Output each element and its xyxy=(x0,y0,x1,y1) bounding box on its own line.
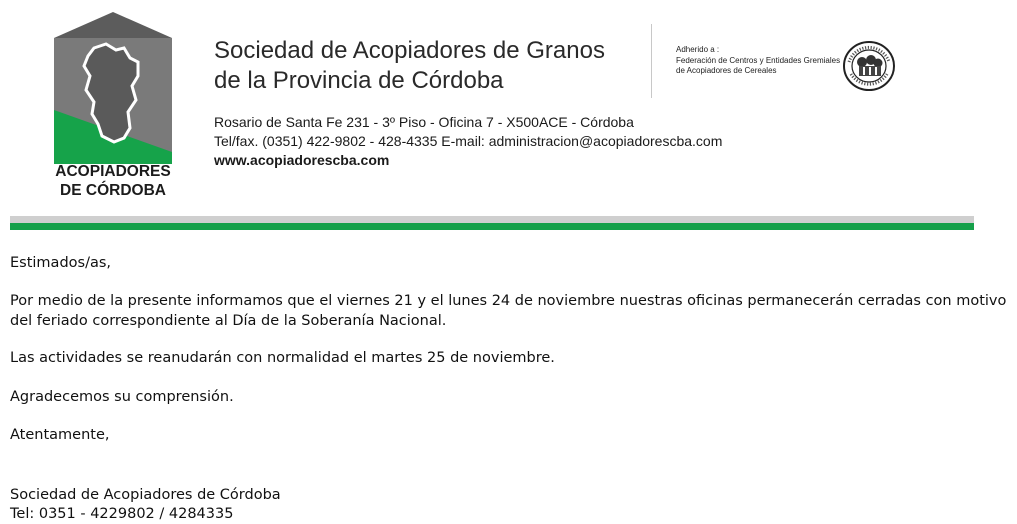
org-name-line1: Sociedad de Acopiadores de Granos xyxy=(214,37,605,64)
contact-line: Tel/fax. (0351) 422-9802 - 428-4335 E-mail: administracion@acopiadorescba.com xyxy=(214,133,723,149)
logo-text-line1: ACOPIADORES xyxy=(55,163,171,180)
affiliation-text xyxy=(676,45,840,77)
affiliation-label: Adherido a : xyxy=(676,45,720,54)
website-link[interactable]: www.acopiadorescba.com xyxy=(214,152,390,168)
federation-seal-icon xyxy=(842,40,896,92)
affiliation-line1: Federación de Centros y Entidades Gremiales xyxy=(676,55,841,65)
contact-block xyxy=(214,113,722,170)
closing: Atentamente, xyxy=(10,427,110,443)
logo-text xyxy=(54,162,172,200)
organization-name xyxy=(214,36,605,96)
resume-paragraph: Las actividades se reanudarán con normalidad el martes 25 de noviembre. xyxy=(10,350,555,366)
announcement-paragraph: Por medio de la presente informamos que el viernes 21 y el lunes 24 de noviembre nuestras oficinas permanecerán cerradas con motivo del feriado correspondiente al Día de la Soberanía Nacional. xyxy=(10,293,1007,329)
thanks-paragraph: Agradecemos su comprensión. xyxy=(10,389,234,405)
letterhead xyxy=(0,0,1017,232)
address-line: Rosario de Santa Fe 231 - 3º Piso - Oficina 7 - X500ACE - Córdoba xyxy=(214,114,634,130)
logo-text-line2: DE CÓRDOBA xyxy=(60,182,166,199)
signature-name: Sociedad de Acopiadores de Córdoba xyxy=(10,487,281,503)
affiliation-line2: de Acopiadores de Cereales xyxy=(676,66,777,75)
header-gray-bar xyxy=(10,216,974,223)
signature-phone: Tel: 0351 - 4229802 / 4284335 xyxy=(10,506,234,522)
org-name-line2: de la Provincia de Córdoba xyxy=(214,67,504,94)
header-green-bar xyxy=(10,223,974,230)
header-divider xyxy=(651,24,652,98)
greeting: Estimados/as, xyxy=(10,255,112,271)
